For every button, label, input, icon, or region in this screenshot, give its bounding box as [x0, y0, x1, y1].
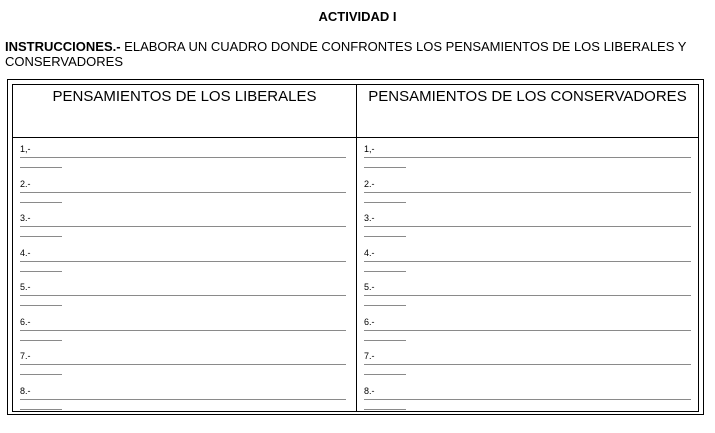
answer-line-stub-r-7: [364, 374, 406, 375]
answer-line-r-1[interactable]: [364, 157, 691, 158]
answer-line-r-6[interactable]: [364, 330, 691, 331]
comparison-table-inner: [12, 84, 699, 412]
item-label-l-5: 5.-: [20, 282, 31, 292]
item-label-r-5: 5.-: [364, 282, 375, 292]
answer-line-stub-r-8: [364, 409, 406, 410]
item-label-l-3: 3.-: [20, 213, 31, 223]
item-label-l-4: 4.-: [20, 247, 31, 258]
answer-line-r-8[interactable]: [364, 399, 691, 400]
answer-line-r-4[interactable]: [364, 261, 691, 262]
answer-line-l-4[interactable]: [20, 261, 346, 262]
instructions: [5, 39, 695, 69]
answer-line-stub-l-7: [20, 374, 62, 375]
answer-line-l-3[interactable]: [20, 226, 346, 227]
answer-line-stub-r-4: [364, 271, 406, 272]
answer-line-stub-r-3: [364, 236, 406, 237]
answer-line-stub-r-6: [364, 340, 406, 341]
item-label-r-8: 8.-: [364, 385, 375, 396]
item-label-r-4: 4.-: [364, 247, 375, 258]
item-label-l-2: 2.-: [20, 178, 31, 189]
comparison-table: [7, 79, 704, 415]
column-divider: [356, 85, 357, 411]
instructions-text: ELABORA UN CUADRO DONDE CONFRONTES LOS PENSAMIENTOS DE LOS LIBERALES Y CONSERVADORES: [5, 39, 687, 69]
item-label-l-6: 6.-: [20, 316, 31, 327]
header-conservadores: PENSAMIENTOS DE LOS CONSERVADORES: [368, 88, 687, 105]
answer-line-l-5[interactable]: [20, 295, 346, 296]
header-divider: [13, 137, 698, 138]
answer-line-l-2[interactable]: [20, 192, 346, 193]
answer-line-stub-r-2: [364, 202, 406, 203]
answer-line-stub-r-5: [364, 305, 406, 306]
activity-title: ACTIVIDAD I: [318, 9, 397, 24]
item-label-l-1: 1,-: [20, 144, 31, 154]
answer-line-stub-l-4: [20, 271, 62, 272]
answer-line-l-7[interactable]: [20, 364, 346, 365]
item-label-l-7: 7.-: [20, 351, 31, 361]
answer-line-r-7[interactable]: [364, 364, 691, 365]
item-label-r-2: 2.-: [364, 178, 375, 189]
instructions-label: INSTRUCCIONES.-: [5, 39, 121, 54]
item-label-l-8: 8.-: [20, 385, 31, 396]
answer-line-r-5[interactable]: [364, 295, 691, 296]
answer-line-r-2[interactable]: [364, 192, 691, 193]
answer-line-stub-l-5: [20, 305, 62, 306]
answer-line-stub-l-8: [20, 409, 62, 410]
header-liberales: PENSAMIENTOS DE LOS LIBERALES: [52, 88, 317, 105]
answer-line-l-6[interactable]: [20, 330, 346, 331]
answer-line-r-3[interactable]: [364, 226, 691, 227]
answer-line-l-8[interactable]: [20, 399, 346, 400]
answer-line-stub-l-3: [20, 236, 62, 237]
answer-line-stub-l-6: [20, 340, 62, 341]
answer-line-l-1[interactable]: [20, 157, 346, 158]
item-label-r-3: 3.-: [364, 213, 375, 223]
item-label-r-7: 7.-: [364, 351, 375, 361]
item-label-r-1: 1,-: [364, 144, 375, 154]
item-label-r-6: 6.-: [364, 316, 375, 327]
answer-line-stub-l-2: [20, 202, 62, 203]
answer-line-stub-l-1: [20, 167, 62, 168]
answer-line-stub-r-1: [364, 167, 406, 168]
